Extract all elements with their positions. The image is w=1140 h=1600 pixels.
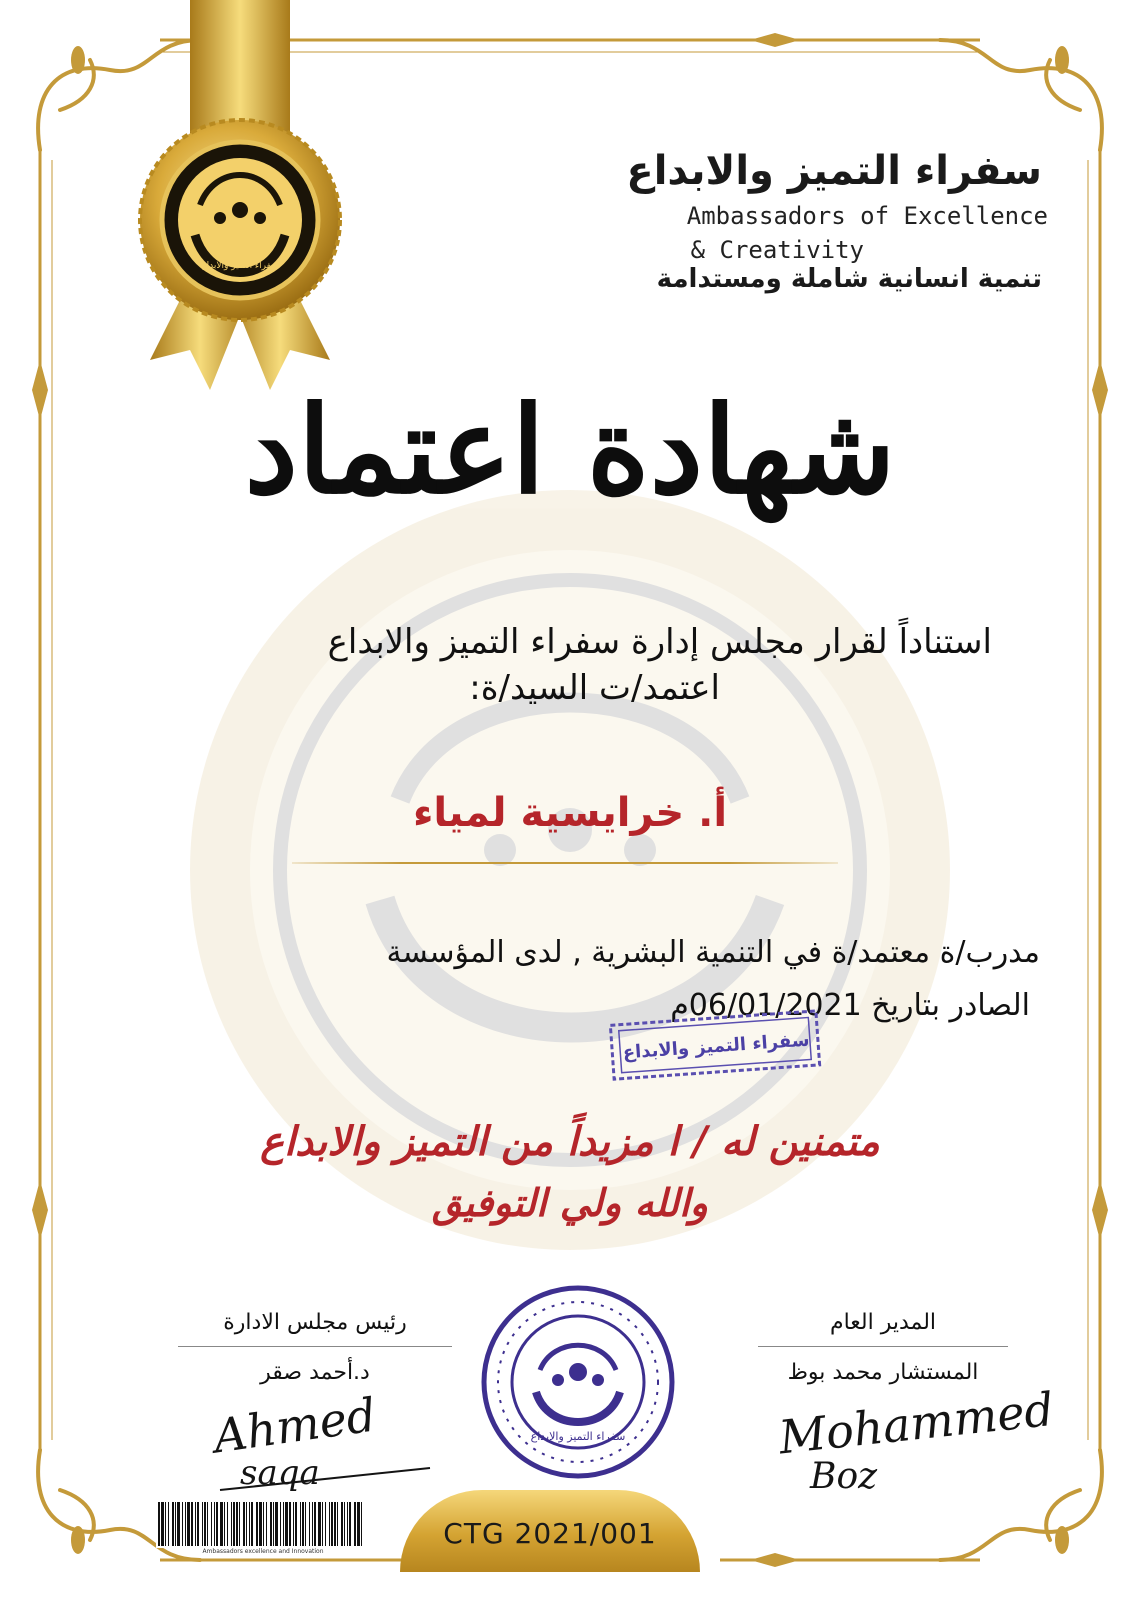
body-line-1: مدرب/ة معتمد/ة في التنمية البشرية , لدى المؤسسة bbox=[386, 935, 1040, 970]
serial-number: CTG 2021/001 bbox=[443, 1517, 657, 1550]
certificate-title: شهادة اعتماد bbox=[244, 380, 896, 521]
org-name-arabic: سفراء التميز والابداع bbox=[626, 148, 1042, 194]
wishes-line-2: والله ولي التوفيق bbox=[431, 1180, 709, 1225]
body-line-2: الصادر بتاريخ 06/01/2021م bbox=[670, 988, 1030, 1023]
signature-role-right: المدير العام bbox=[829, 1310, 937, 1335]
round-stamp bbox=[478, 1282, 678, 1482]
signature-divider-left bbox=[178, 1346, 452, 1347]
rectangular-stamp bbox=[606, 1010, 826, 1080]
signature-left-line1: Ahmed bbox=[210, 1387, 380, 1464]
signature-divider-right bbox=[758, 1346, 1008, 1347]
round-stamp-text: سفراء التميز والابداع bbox=[530, 1430, 626, 1443]
handwritten-signature-left bbox=[200, 1387, 440, 1500]
stamp-small-text: سفراء التميز والابداع bbox=[622, 1029, 811, 1064]
signature-left-line2: saqa bbox=[240, 1453, 320, 1493]
org-name-english-line1: Ambassadors of Excellence bbox=[686, 202, 1048, 230]
signature-role-left: رئيس مجلس الادارة bbox=[223, 1310, 407, 1335]
org-slogan: تنمية انسانية شاملة ومستدامة bbox=[656, 264, 1042, 294]
barcode bbox=[156, 1500, 368, 1548]
barcode-caption: Ambassadors excellence and Innovation bbox=[202, 1548, 324, 1555]
org-name-english-line2: & Creativity bbox=[690, 236, 864, 264]
handwritten-signature-right bbox=[770, 1381, 1057, 1500]
recipient-name: أ. خرايسية لمياء bbox=[412, 790, 728, 836]
signature-name-right: المستشار محمد بوظ bbox=[787, 1360, 979, 1385]
intro-line-2: اعتمد/ت السيد/ة: bbox=[469, 668, 720, 708]
ribbon-seal-text: سفراء التميز والابداع bbox=[201, 261, 279, 271]
wishes-line-1: متمنين له / ا مزيداً من التميز والابداع bbox=[260, 1118, 880, 1165]
signature-name-left: د.أحمد صقر bbox=[260, 1360, 370, 1385]
gold-ribbon bbox=[140, 0, 380, 420]
signature-right-line1: Mohammed bbox=[776, 1381, 1057, 1465]
intro-line-1: استناداً لقرار مجلس إدارة سفراء التميز والابداع bbox=[327, 622, 992, 662]
signature-right-line2: Boz bbox=[810, 1456, 878, 1497]
name-underline bbox=[292, 862, 838, 864]
